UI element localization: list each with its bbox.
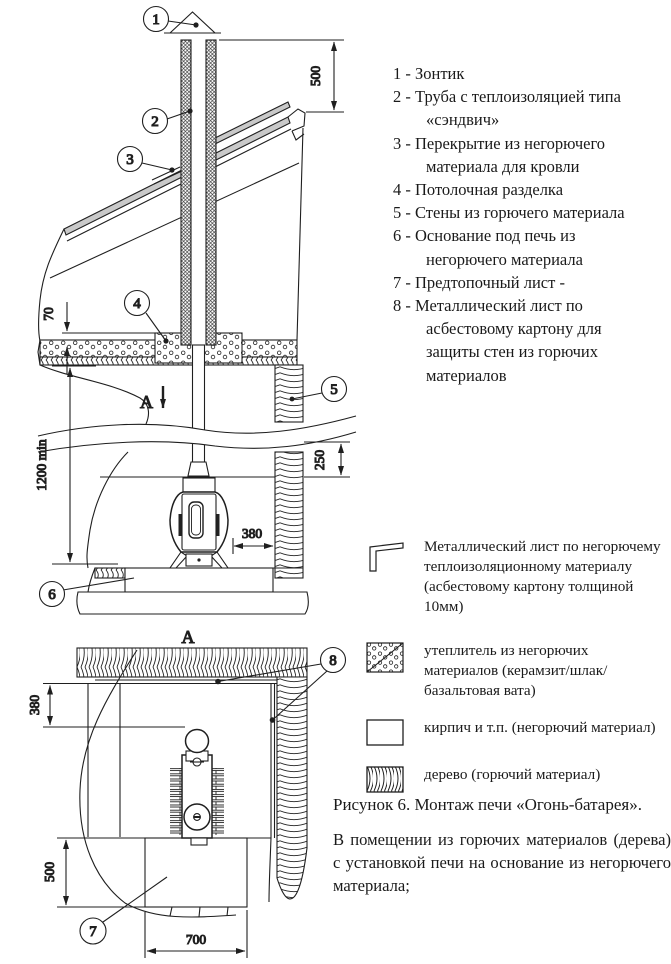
svg-text:250: 250 <box>312 449 327 471</box>
legend-label: дерево (горючий материал) <box>424 766 601 783</box>
svg-text:3: 3 <box>126 152 134 168</box>
svg-text:380: 380 <box>241 526 263 541</box>
parts-list-item: 6 - Основание под печь из негорючего материала <box>393 226 583 269</box>
legend-row-brick <box>366 718 666 753</box>
parts-list-item: 7 - Предтопочный лист - <box>393 272 565 292</box>
legend-label: кирпич и т.п. (негорючий материал) <box>424 719 656 736</box>
dim-chimney-500 <box>219 40 344 112</box>
chimney <box>164 12 221 462</box>
stove-leg-right <box>211 552 228 568</box>
right-wall-upper <box>275 365 303 422</box>
svg-text:700: 700 <box>185 932 207 947</box>
stove-base <box>77 568 308 614</box>
dim-wall-250 <box>304 442 350 477</box>
dim-hearth-500 <box>42 838 145 907</box>
insulation-hatch-icon <box>366 641 424 680</box>
caption-title: Рисунок 6. Монтаж печи «Огонь-батарея». <box>333 795 642 814</box>
left-torn-edge-mid <box>40 365 148 424</box>
dim-stove-wall-380 <box>233 526 273 554</box>
materials-legend <box>366 537 666 817</box>
parts-list <box>393 62 655 387</box>
stove-fins-left <box>170 768 182 835</box>
hearth-sheet <box>145 838 247 917</box>
left-torn-edge-upper <box>39 229 65 341</box>
svg-text:500: 500 <box>42 861 57 883</box>
svg-text:А: А <box>140 392 153 412</box>
callout-3 <box>118 147 175 173</box>
stove-fins-right <box>212 768 224 835</box>
section-marker <box>140 386 163 412</box>
parts-list-item: 4 - Потолочная разделка <box>393 180 564 200</box>
parts-list-item: 2 - Труба с теплоизоляцией типа «сэндвич» <box>393 87 621 130</box>
parts-list-item: 8 - Металлический лист по асбестовому картону для защиты стен из горючих материалов <box>393 296 602 385</box>
brick-plain-icon <box>366 718 424 753</box>
legend-row-metal-sheet <box>366 537 666 617</box>
svg-text:7: 7 <box>89 924 97 940</box>
stove-front-view <box>170 462 228 568</box>
svg-text:70: 70 <box>41 307 56 321</box>
legend-label: Металлический лист по негорючему теплоизоляционному материалу (асбестовому картону толщиной 10мм) <box>424 538 661 615</box>
right-wall-edge <box>297 128 303 340</box>
caption-body: В помещении из горючих материалов (дерева) с установкой печи на основание из негорючего материала; <box>333 830 671 895</box>
door-tab <box>191 838 207 845</box>
svg-text:1200 min: 1200 min <box>34 439 49 491</box>
stove-plan-view <box>170 730 224 846</box>
parts-list-item: 3 - Перекрытие из негорючего материала для кровли <box>393 133 606 176</box>
parts-list-item: 1 - Зонтик <box>393 64 465 83</box>
parts-list-item: 5 - Стены из горючего материала <box>393 203 625 223</box>
plan-right-wall <box>277 677 307 899</box>
right-wall-lower <box>275 452 303 578</box>
plan-marker: А <box>181 627 195 647</box>
wood-floor-strip <box>95 568 125 578</box>
svg-text:1: 1 <box>152 12 160 28</box>
legend-row-insulation <box>366 641 666 701</box>
floor-slab <box>77 592 308 614</box>
svg-text:8: 8 <box>329 653 337 669</box>
svg-text:4: 4 <box>133 296 141 312</box>
svg-text:2: 2 <box>151 114 159 130</box>
svg-text:380: 380 <box>27 694 42 716</box>
legend-label: утеплитель из негорючих материалов (керамзит/шлак/базальтовая вата) <box>424 642 608 699</box>
dim-ceiling-1200min <box>34 366 118 564</box>
left-torn-edge-lower <box>87 452 128 568</box>
ceiling <box>38 333 297 365</box>
dim-plan-380 <box>27 684 185 728</box>
svg-text:500: 500 <box>308 65 323 87</box>
svg-text:5: 5 <box>330 382 338 398</box>
stove-leg-left <box>170 552 187 568</box>
roof <box>39 102 306 341</box>
pipe-collar <box>188 462 209 476</box>
svg-text:6: 6 <box>48 587 56 603</box>
figure-caption <box>333 795 671 897</box>
callout-4 <box>125 291 169 344</box>
pipe-circle <box>186 730 209 753</box>
metal-sheet-angle-icon <box>366 537 424 580</box>
